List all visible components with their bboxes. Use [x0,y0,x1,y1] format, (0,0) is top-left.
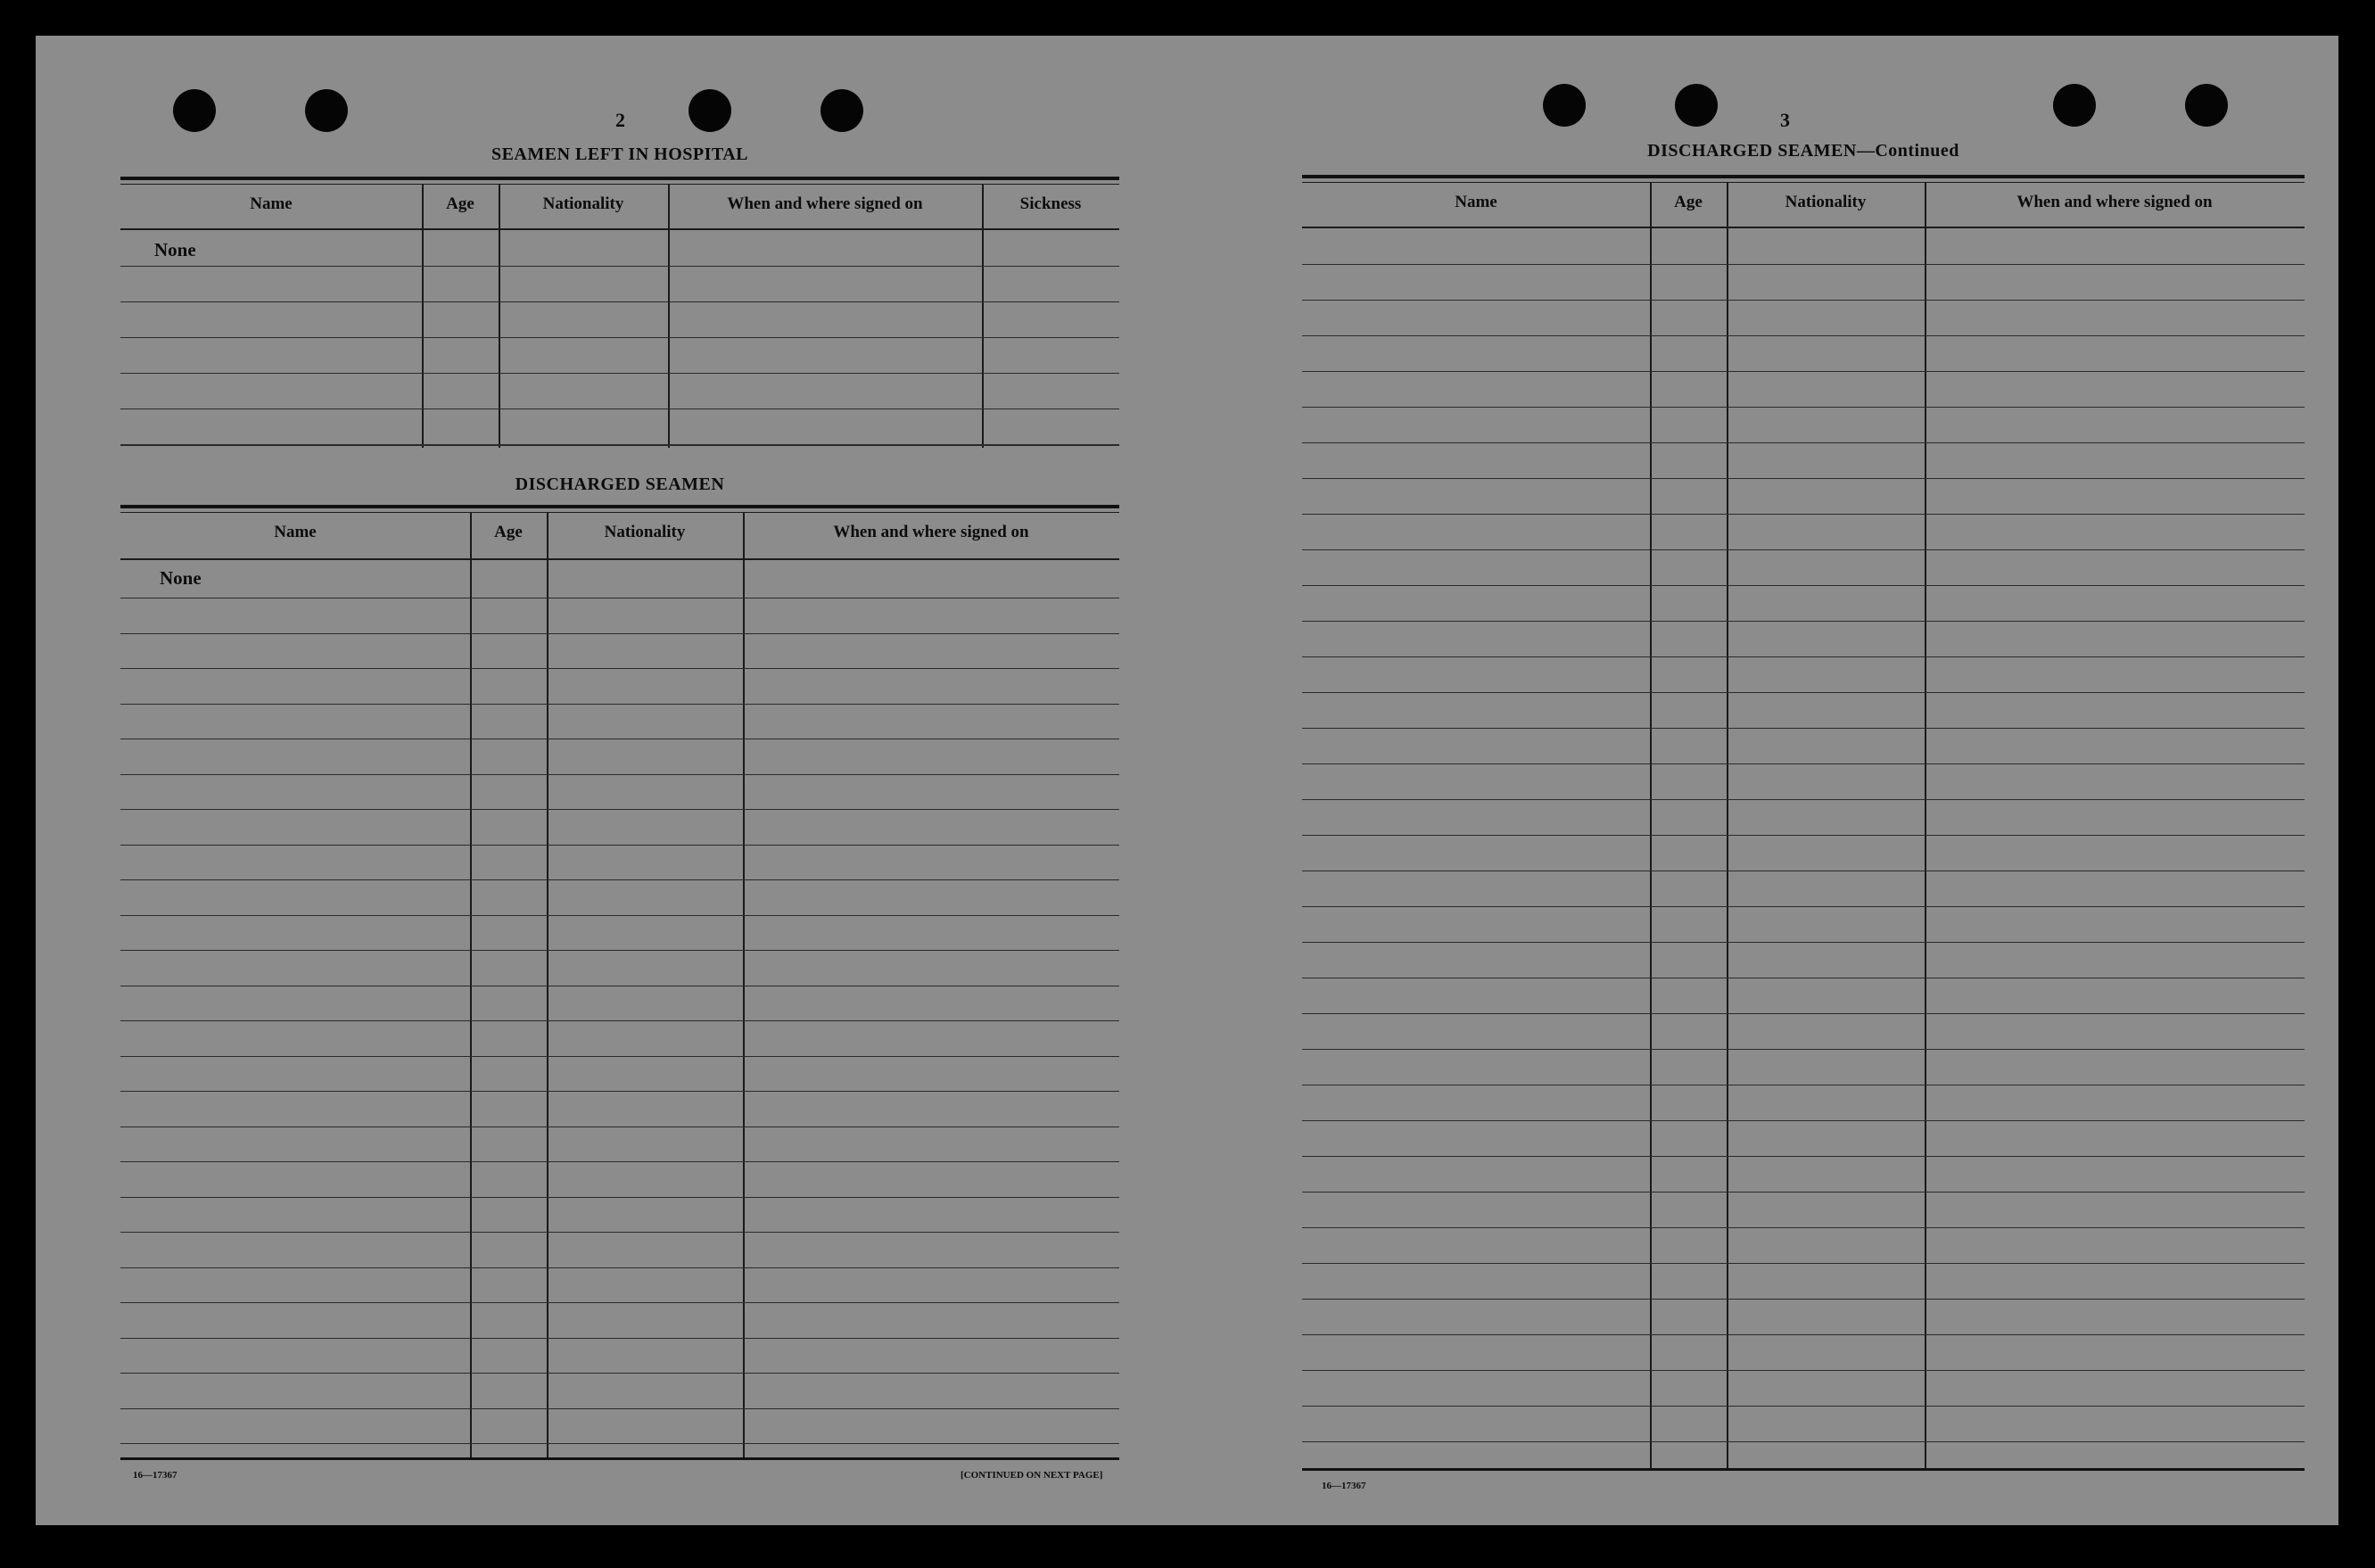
ruled-line [120,1338,1119,1339]
ruled-line [1302,264,2305,265]
ruled-line [1302,335,2305,336]
col-header-signed-on: When and where signed on [2016,193,2213,211]
ruled-line [120,1020,1119,1021]
ruled-line [1302,799,2305,800]
ruled-line [1302,835,2305,836]
ruled-line [1302,621,2305,622]
ruled-line [120,1267,1119,1268]
discharged-title: DISCHARGED SEAMEN [515,475,725,494]
title-continued: —Continued [1856,141,1959,161]
punch-hole [2053,84,2096,127]
ruled-line [120,950,1119,951]
ruled-line [1302,1013,2305,1014]
col-header-nationality: Nationality [604,523,686,541]
discharged-continued-title [1302,141,2305,161]
ruled-line [1302,442,2305,443]
ruled-line [1302,942,2305,943]
page-number-left: 2 [615,109,625,131]
ruled-line [1302,728,2305,729]
ruled-line [1302,1156,2305,1157]
ruled-line [120,915,1119,916]
ruled-line [1302,300,2305,301]
form-number-right: 16—17367 [1322,1481,1366,1491]
col-header-sickness: Sickness [1019,194,1082,213]
ruled-line [1302,763,2305,764]
ruled-line [120,774,1119,775]
discharged-entry-none: None [160,567,202,589]
punch-hole [2185,84,2228,127]
ruled-line [120,1302,1119,1303]
col-header-signed-on: When and where signed on [833,523,1029,541]
ruled-line [1302,906,2305,907]
col-header-nationality: Nationality [1785,193,1867,211]
ruled-line [120,1443,1119,1444]
ruled-line [1302,478,2305,479]
col-header-name: Name [1455,193,1497,211]
ruled-line [120,879,1119,880]
hospital-entry-none: None [154,239,196,260]
ruled-line [1302,656,2305,657]
ruled-line [120,1408,1119,1409]
document-sheet [36,36,2338,1525]
ruled-line [120,1091,1119,1092]
ruled-line [1302,1370,2305,1371]
ruled-line [1302,407,2305,408]
punch-hole [305,89,348,132]
ruled-line [1302,1334,2305,1335]
col-header-age: Age [446,194,474,213]
ruled-line [1302,1406,2305,1407]
ruled-line [1302,549,2305,550]
hospital-table [120,177,1119,453]
discharged-table-left [120,505,1119,1490]
punch-hole [689,89,731,132]
col-header-nationality: Nationality [542,194,624,213]
ruled-line [1302,371,2305,372]
punch-hole [1675,84,1718,127]
col-header-age: Age [1674,193,1703,211]
ruled-line [120,1161,1119,1162]
ruled-line [120,1373,1119,1374]
punch-hole [173,89,216,132]
ruled-line [1302,1049,2305,1050]
punch-hole [821,89,863,132]
hospital-title: SEAMEN LEFT IN HOSPITAL [491,144,749,164]
ruled-line [120,704,1119,705]
punch-hole [1543,84,1586,127]
col-header-name: Name [250,194,293,213]
ruled-line [1302,585,2305,586]
ruled-line [1302,1227,2305,1228]
col-header-name: Name [274,523,317,541]
continued-note: [CONTINUED ON NEXT PAGE] [961,1470,1103,1481]
col-header-signed-on: When and where signed on [727,194,923,213]
ruled-line [1302,1192,2305,1193]
ruled-line [120,1126,1119,1127]
ruled-line [1302,514,2305,515]
ruled-line [120,1197,1119,1198]
ruled-line [120,845,1119,846]
ruled-line [120,809,1119,810]
title-main: DISCHARGED SEAMEN [1647,141,1857,161]
discharged-table-right [1302,175,2305,1491]
ruled-line [1302,1441,2305,1442]
ruled-line [1302,1299,2305,1300]
ruled-line [1302,1120,2305,1121]
ruled-line [1302,1263,2305,1264]
ruled-line [120,633,1119,634]
ruled-line [120,668,1119,669]
col-header-age: Age [494,523,523,541]
ruled-line [120,1232,1119,1233]
ruled-line [120,1056,1119,1057]
form-number-left: 16—17367 [133,1470,177,1481]
ruled-line [1302,692,2305,693]
page-number-right: 3 [1780,109,1790,131]
